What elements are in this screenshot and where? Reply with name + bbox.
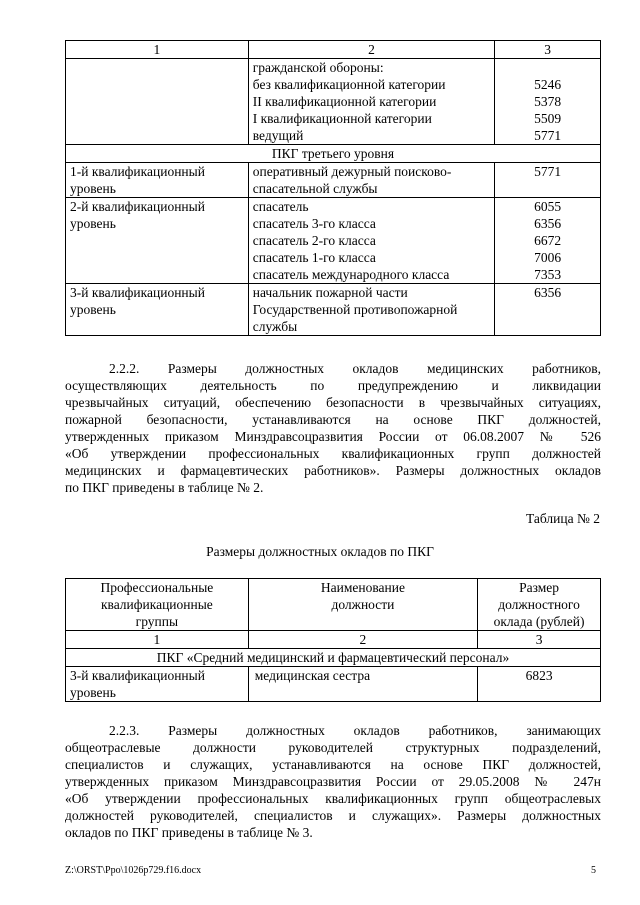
text-line: начальник пожарной части — [252, 285, 408, 300]
table-row — [66, 667, 601, 702]
text-line: 6356 — [534, 216, 562, 231]
paragraph-line: общеотраслевые должности руководителей структурных подразделений, — [65, 740, 601, 755]
section-title: ПКГ «Средний медицинский и фармацевтический персонал» — [66, 649, 601, 667]
text-line: группы — [135, 614, 179, 629]
text-line: Профессиональные — [100, 580, 214, 595]
table-1-number-row — [66, 41, 601, 59]
qual-level — [66, 667, 249, 702]
paragraph-line: медицинских и фармацевтических работников». Размеры должностных окладов — [65, 463, 601, 478]
table-2-header-row — [66, 579, 601, 631]
text-line: II квалификационной категории — [252, 94, 437, 109]
text-line: оперативный дежурный поисково- — [252, 164, 452, 179]
col-num: 2 — [248, 41, 495, 59]
paragraph-line: 2.2.3. Размеры должностных окладов работников, занимающих — [109, 723, 601, 738]
table-2-title: Размеры должностных окладов по ПКГ — [206, 544, 434, 559]
text-line: 6356 — [534, 285, 562, 300]
qual-level — [66, 284, 249, 336]
header-salary — [478, 579, 601, 631]
paragraph-2-2-2 — [65, 360, 601, 496]
col-num: 3 — [478, 631, 601, 649]
qual-level — [66, 163, 249, 198]
salary-table-1 — [65, 40, 601, 336]
header-position — [248, 579, 477, 631]
positions — [248, 59, 495, 145]
paragraph-line: специалистов и служащих, устанавливаются на основе ПКГ должностей, — [65, 757, 601, 772]
text-line: 3-й квалификационный — [70, 285, 205, 300]
positions — [248, 198, 495, 284]
paragraph-line: должностей руководителей, специалистов и служащих». Размеры должностных — [65, 808, 601, 823]
salaries — [495, 163, 601, 198]
positions — [248, 284, 495, 336]
text-line: уровень — [70, 302, 116, 317]
text-line: гражданской обороны: — [252, 60, 384, 75]
section-title: ПКГ третьего уровня — [66, 145, 601, 163]
table-row — [66, 198, 601, 284]
text-line: 5378 — [534, 94, 562, 109]
paragraph-line: осуществляющих деятельность по предупреждению и ликвидации — [65, 378, 601, 393]
text-line — [499, 59, 596, 76]
text-line: Размер — [519, 580, 560, 595]
position-name: медицинская сестра — [248, 667, 477, 702]
text-line: уровень — [70, 685, 116, 700]
text-line: Наименование — [320, 580, 405, 595]
paragraph-line: пожарной безопасности, устанавливаются на основе ПКГ должностей, — [65, 412, 601, 427]
paragraph-2-2-3 — [65, 722, 601, 841]
text-line: без квалификационной категории — [252, 77, 446, 92]
text-line: 2-й квалификационный — [70, 199, 205, 214]
table-1-section-row — [66, 145, 601, 163]
text-line: уровень — [70, 181, 116, 196]
text-line: службы — [252, 319, 298, 334]
paragraph-line: утвержденных приказом Минздравсоцразвития России от 06.08.2007 № 526 — [65, 429, 601, 444]
table-2-section-row — [66, 649, 601, 667]
col-num: 2 — [248, 631, 477, 649]
positions — [248, 163, 495, 198]
col-num: 1 — [66, 631, 249, 649]
table-2-label: Таблица № 2 — [526, 511, 600, 526]
text-line: I квалификационной категории — [252, 111, 432, 126]
text-line: уровень — [70, 216, 116, 231]
text-line: ведущий — [252, 128, 304, 143]
salary-value: 6823 — [478, 667, 601, 702]
text-line: 3-й квалификационный — [70, 668, 205, 683]
text-line: спасатель международного класса — [252, 267, 450, 282]
paragraph-line: «Об утверждении профессиональных квалификационных групп общеотраслевых — [65, 791, 601, 806]
salaries — [495, 59, 601, 145]
text-line: спасатель 1-го класса — [252, 250, 376, 265]
text-line: 6672 — [534, 233, 562, 248]
table-row — [66, 59, 601, 145]
text-line: 7353 — [534, 267, 562, 282]
paragraph-line: 2.2.2. Размеры должностных окладов медицинских работников, — [109, 361, 601, 376]
text-line: 1-й квалификационный — [70, 164, 205, 179]
text-line: оклада (рублей) — [493, 614, 585, 629]
paragraph-line: по ПКГ приведены в таблице № 2. — [65, 480, 264, 495]
table-row — [66, 163, 601, 198]
text-line: спасательной службы — [252, 181, 378, 196]
paragraph-line: утвержденных приказом Минздравсоцразвития России от 29.05.2008 № 247н — [65, 774, 601, 789]
salary-table-2 — [65, 578, 601, 702]
text-line: 5771 — [534, 164, 562, 179]
text-line: квалификационные — [100, 597, 213, 612]
page-number: 5 — [591, 865, 596, 876]
paragraph-line: окладов по ПКГ приведены в таблице № 3. — [65, 825, 313, 840]
col-num: 3 — [495, 41, 601, 59]
header-groups — [66, 579, 249, 631]
salaries — [495, 198, 601, 284]
paragraph-line: «Об утверждении профессиональных квалификационных групп должностей — [65, 446, 601, 461]
qual-level — [66, 198, 249, 284]
text-line: должностного — [498, 597, 580, 612]
text-line: 5509 — [534, 111, 562, 126]
paragraph-line: чрезвычайных ситуаций, обеспечению безопасности в чрезвычайных ситуациях, — [65, 395, 601, 410]
text-line: спасатель 3-го класса — [252, 216, 376, 231]
footer-file-path: Z:\ORST\Ppo\1026p729.f16.docx — [65, 865, 202, 876]
text-line: спасатель — [252, 199, 309, 214]
text-line: 5771 — [534, 128, 562, 143]
text-line: должности — [331, 597, 395, 612]
qual-level — [66, 59, 249, 145]
text-line: спасатель 2-го класса — [252, 233, 376, 248]
text-line: 5246 — [534, 77, 562, 92]
salaries — [495, 284, 601, 336]
text-line: 6055 — [534, 199, 562, 214]
table-row — [66, 284, 601, 336]
table-2-number-row — [66, 631, 601, 649]
text-line: Государственной противопожарной — [252, 302, 458, 317]
col-num: 1 — [66, 41, 249, 59]
text-line: 7006 — [534, 250, 562, 265]
